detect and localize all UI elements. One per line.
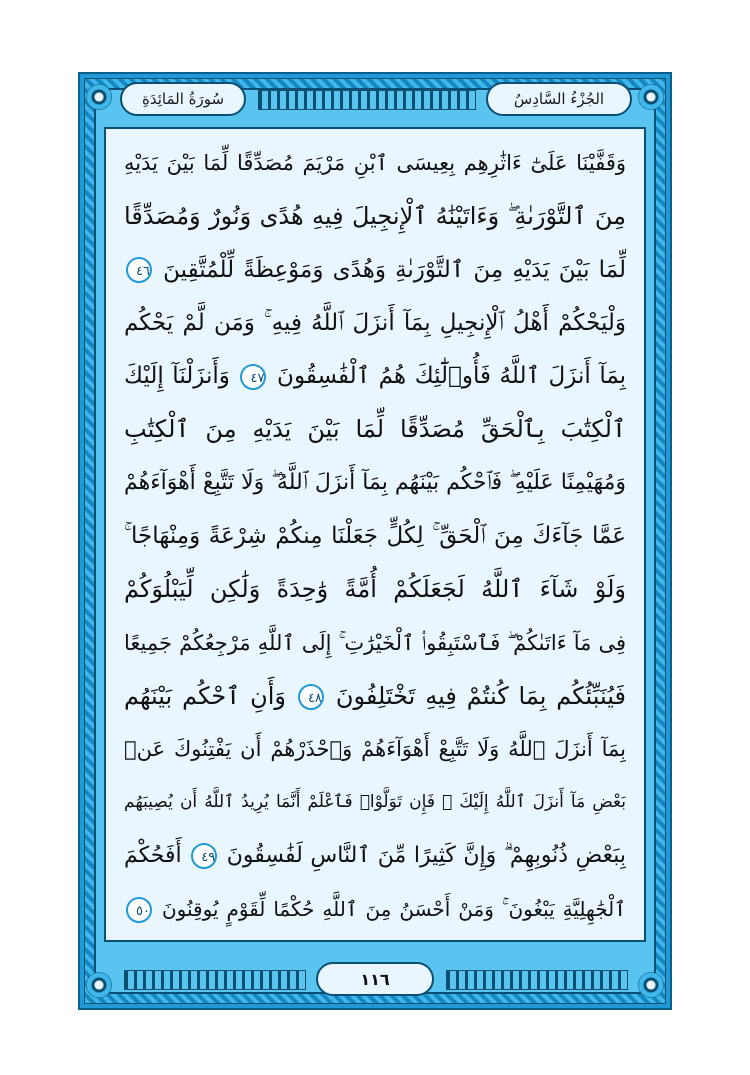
footer-ornament xyxy=(446,970,628,990)
verse-text: بِبَعْضِ ذُنُوبِهِمْ ۗ وَإِنَّ كَثِيرًا مِّنَ ٱلنَّاسِ لَفَٰسِقُونَ xyxy=(226,842,626,868)
verse-text: وَلْيَحْكُمْ أَهْلُ ٱلْإِنجِيلِ بِمَآ أَنزَلَ ٱللَّهُ فِيهِ ۚ وَمَن لَّمْ يَحْكُم xyxy=(124,309,626,336)
verse-text: وَأَنِ ٱحْكُم بَيْنَهُم xyxy=(124,681,287,710)
verse-text: بَعْضِ مَآ أَنزَلَ ٱللَّهُ إِلَيْكَ ۖ فَإِن تَوَلَّوْا۟ فَٱعْلَمْ أَنَّمَا يُرِيدُ ٱللَّهُ أَن يُصِيبَهُم xyxy=(124,792,626,813)
verse-text: أَفَحُكْمَ xyxy=(124,842,182,868)
ayah-number-marker: ٥٠ xyxy=(126,897,152,923)
corner-flower-icon xyxy=(638,972,664,998)
verse-text: فِى مَآ ءَاتَىٰكُمْ ۖ فَٱسْتَبِقُوا۟ ٱلْخَيْرَٰتِ ۚ إِلَى ٱللَّهِ مَرْجِعُكُمْ جَمِيعًا xyxy=(124,630,626,655)
verse-line xyxy=(124,298,626,348)
verse-line xyxy=(124,564,626,614)
verse-line xyxy=(124,404,626,454)
verse-line xyxy=(124,777,626,827)
juz-label: الجُزْءُ السَّادِسُ xyxy=(486,82,632,116)
verse-text: وَأَنزَلْنَآ إِلَيْكَ xyxy=(124,363,230,390)
verse-line xyxy=(124,724,626,774)
verse-text: عَمَّا جَآءَكَ مِنَ ٱلْحَقِّ ۚ لِكُلٍّ جَعَلْنَا مِنكُمْ شِرْعَةً وَمِنْهَاجًا ۚ xyxy=(124,522,626,549)
ayah-number-marker: ٤٩ xyxy=(191,843,217,869)
corner-flower-icon xyxy=(638,84,664,110)
verse-text: مِنَ ٱلتَّوْرَىٰةِ ۖ وَءَاتَيْنَٰهُ ٱلْإِنجِيلَ فِيهِ هُدًى وَنُورٌ وَمُصَدِّقًا xyxy=(124,202,626,231)
verse-line xyxy=(124,351,626,401)
verse-text: وَمُهَيْمِنًا عَلَيْهِ ۖ فَٱحْكُم بَيْنَهُم بِمَآ أَنزَلَ ٱللَّهُ ۖ وَلَا تَتَّبِعْ أَهْوَآءَهُمْ xyxy=(124,469,626,495)
verse-text: وَقَفَّيْنَا عَلَىٰٓ ءَاثَٰرِهِم بِعِيسَى ٱبْنِ مَرْيَمَ مُصَدِّقًا لِّمَا بَيْنَ يَدَيْهِ xyxy=(124,151,626,175)
verse-text: وَلَوْ شَآءَ ٱللَّهُ لَجَعَلَكُمْ أُمَّةً وَٰحِدَةً وَلَٰكِن لِّيَبْلُوَكُمْ xyxy=(124,575,626,604)
header-ornament xyxy=(258,90,476,110)
verse-line xyxy=(124,191,626,241)
verse-line xyxy=(124,618,626,668)
verse-text: ٱلْجَٰهِلِيَّةِ يَبْغُونَ ۚ وَمَنْ أَحْسَنُ مِنَ ٱللَّهِ حُكْمًا لِّقَوْمٍ يُوقِنُونَ xyxy=(161,896,626,921)
ayah-number-marker: ٤٦ xyxy=(126,257,152,283)
verse-text: لِّمَا بَيْنَ يَدَيْهِ مِنَ ٱلتَّوْرَىٰةِ وَهُدًى وَمَوْعِظَةً لِّلْمُتَّقِينَ xyxy=(163,256,626,283)
verse-line xyxy=(124,884,626,934)
verse-line xyxy=(124,511,626,561)
page-number: ١١٦ xyxy=(316,962,434,996)
corner-flower-icon xyxy=(86,972,112,998)
ayah-number-marker: ٤٨ xyxy=(298,684,324,710)
verse-text: ٱلْكِتَٰبَ بِٱلْحَقِّ مُصَدِّقًا لِّمَا بَيْنَ يَدَيْهِ مِنَ ٱلْكِتَٰبِ xyxy=(124,415,626,444)
ayah-number-marker: ٤٧ xyxy=(240,364,266,390)
verse-line xyxy=(124,458,626,508)
verse-text: بِمَآ أَنزَلَ ٱللَّهُ فَأُو۟لَٰٓئِكَ هُمُ ٱلْفَٰسِقُونَ xyxy=(277,363,626,390)
verse-lines xyxy=(124,138,626,934)
surah-label: سُورَةُ المَائِدَةِ xyxy=(120,82,246,116)
verse-line xyxy=(124,245,626,295)
verse-line xyxy=(124,138,626,188)
verse-text: فَيُنَبِّئُكُم بِمَا كُنتُمْ فِيهِ تَخْتَلِفُونَ xyxy=(335,681,626,710)
verse-text: بِمَآ أَنزَلَ ٱللَّهُ وَلَا تَتَّبِعْ أَهْوَآءَهُمْ وَٱحْذَرْهُمْ أَن يَفْتِنُوكَ عَنۢ xyxy=(124,737,626,762)
verse-line xyxy=(124,831,626,881)
footer-ornament xyxy=(124,970,306,990)
corner-flower-icon xyxy=(86,84,112,110)
verse-line xyxy=(124,671,626,721)
